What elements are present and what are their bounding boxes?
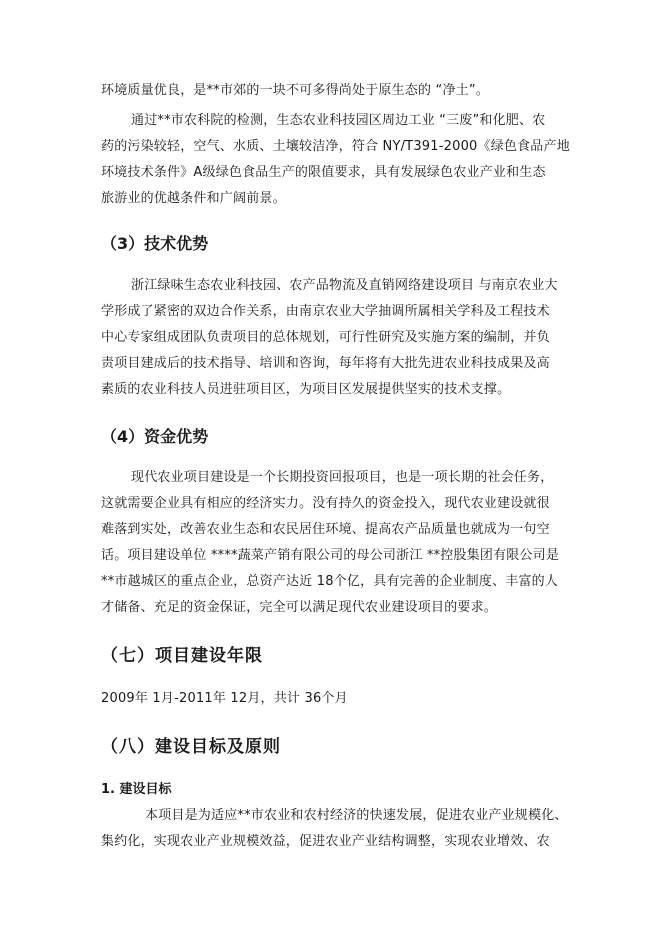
paragraph-line: 浙江绿味生态农业科技园、农产品物流及直销网络建设项目 与南京农业大 — [131, 278, 558, 293]
paragraph-line: 药的污染较轻，空气、水质、土壤较洁净，符合 NY/T391-2000《绿色食品产地 — [101, 139, 570, 154]
section-heading-fund: （4）资金优势 — [101, 427, 209, 446]
paragraph-line: **市越城区的重点企业，总资产达近 18个亿，具有完善的企业制度、丰富的人 — [101, 574, 559, 589]
paragraph-line: 难落到实处，改善农业生态和农民居住环境、提高农产品质量也就成为一句空 — [101, 522, 550, 537]
paragraph-line: 话。项目建设单位 ****蔬菜产销有限公司的母公司浙江 **控股集团有限公司是 — [101, 548, 560, 563]
paragraph-line: 这就需要企业具有相应的经济实力。没有持久的资金投入，现代农业建设就很 — [101, 496, 550, 511]
paragraph-line: 现代农业项目建设是一个长期投资回报项目，也是一项长期的社会任务， — [131, 470, 554, 485]
paragraph-line: 才储备、充足的资金保证，完全可以满足现代农业建设项目的要求。 — [101, 600, 498, 615]
paragraph-line: 集约化，实现农业产业规模效益，促进农业产业结构调整，实现农业增效、农 — [101, 834, 550, 849]
paragraph-line: 旅游业的优越条件和广阔前景。 — [101, 191, 286, 206]
paragraph-line: 素质的农业科技人员进驻项目区，为项目区发展提供坚实的技术支撑。 — [101, 382, 511, 397]
section-heading-goals: （八）建设目标及原则 — [101, 737, 281, 757]
paragraph-line: 责项目建成后的技术指导、培训和咨询，每年将有大批先进农业科技成果及高 — [101, 356, 550, 371]
paragraph-line: 学形成了紧密的双边合作关系，由南京农业大学抽调所属相关学科及工程技术 — [101, 304, 550, 319]
paragraph-line: 环境技术条件》A级绿色食品生产的限值要求，具有发展绿色农业产业和生态 — [101, 165, 546, 180]
section-heading-tech: （3）技术优势 — [101, 234, 209, 253]
period-text: 2009年 1月-2011年 12月，共计 36个月 — [101, 691, 348, 706]
subsection-heading-goal: 1. 建设目标 — [101, 782, 172, 797]
paragraph-line: 本项目是为适应**市农业和农村经济的快速发展，促进农业产业规模化、 — [145, 808, 568, 823]
section-heading-period: （七）项目建设年限 — [101, 646, 263, 666]
paragraph-line: 环境质量优良，是**市郊的一块不可多得尚处于原生态的 “净土”。 — [101, 83, 490, 98]
paragraph-line: 通过**市农科院的检测，生态农业科技园区周边工业 “三废”和化肥、农 — [131, 113, 546, 128]
paragraph-line: 中心专家组成团队负责项目的总体规划，可行性研究及实施方案的编制，并负 — [101, 330, 550, 345]
